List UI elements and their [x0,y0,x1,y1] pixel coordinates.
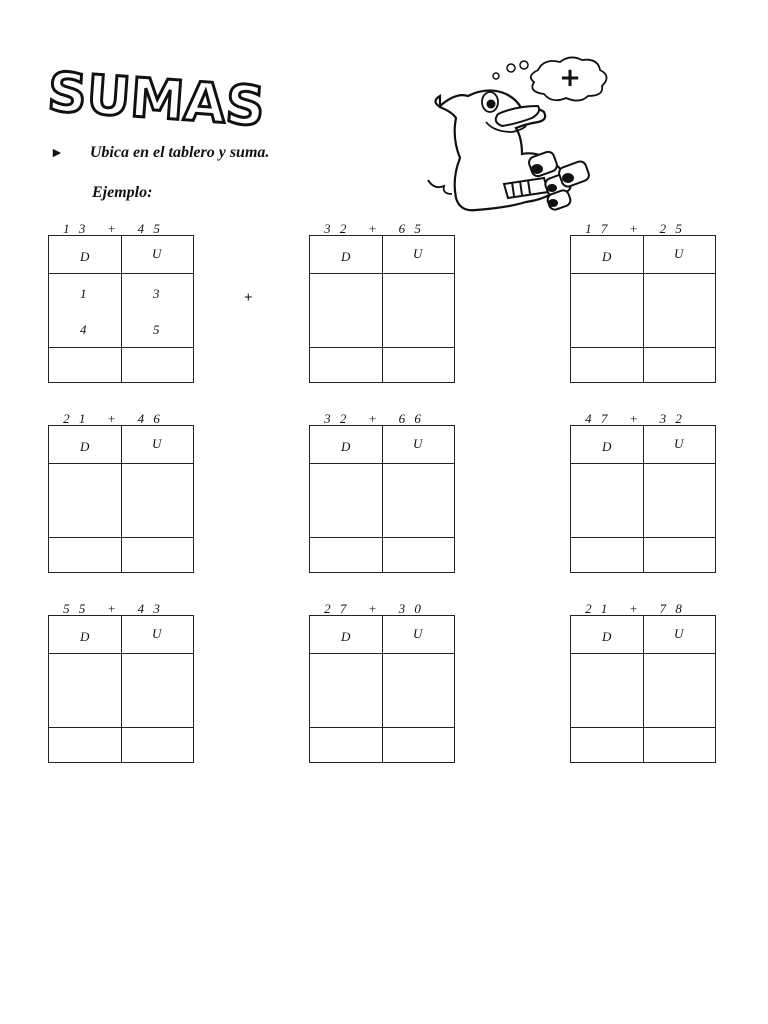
example-digit-u1: 3 [153,286,160,301]
example-digit-d1: 1 [80,286,87,301]
addition-problem: 3 2 + 6 6 [324,411,424,426]
tens-header: D [602,629,612,644]
duck-mascot-illustration [420,56,620,216]
place-value-board [570,425,716,573]
addition-problem: 1 3 + 4 5 [63,221,163,236]
result-divider [571,727,715,728]
column-divider [643,236,644,382]
column-divider [382,426,383,572]
units-header: U [674,626,684,641]
addition-problem: 2 1 + 7 8 [585,601,685,616]
result-divider [49,727,193,728]
column-divider [382,616,383,762]
column-divider [382,236,383,382]
result-divider [49,537,193,538]
worksheet-title [44,52,404,152]
place-value-board [570,235,716,383]
units-header: U [674,436,684,451]
svg-text:SUMAS: SUMAS [45,60,267,139]
cloud-plus-symbol: + [559,63,581,93]
header-divider [49,273,193,274]
result-divider [571,537,715,538]
units-header: U [152,436,162,451]
result-divider [49,347,193,348]
place-value-board [309,425,455,573]
units-header: U [152,246,162,261]
addition-problem: 4 7 + 3 2 [585,411,685,426]
tens-header: D [80,249,90,264]
place-value-board [309,235,455,383]
instruction-line [50,144,269,162]
header-divider [49,653,193,654]
column-divider [121,616,122,762]
units-header: U [152,626,162,641]
example-plus-sign: + [244,290,253,306]
place-value-board [48,235,194,383]
result-divider [310,537,454,538]
header-divider [310,463,454,464]
arrow-bullet-icon: ► [50,146,64,161]
result-divider [310,727,454,728]
column-divider [121,426,122,572]
header-divider [571,273,715,274]
addition-problem: 2 7 + 3 0 [324,601,424,616]
addition-problem: 2 1 + 4 6 [63,411,163,426]
tens-header: D [602,439,612,454]
tens-header: D [80,629,90,644]
result-divider [571,347,715,348]
example-digit-d2: 4 [80,322,87,337]
instruction-text: Ubica en el tablero y suma. [89,144,270,161]
units-header: U [413,626,423,641]
header-divider [310,653,454,654]
column-divider [643,426,644,572]
tens-header: D [341,439,351,454]
addition-problem: 5 5 + 4 3 [63,601,163,616]
place-value-board [570,615,716,763]
place-value-board [48,425,194,573]
tens-header: D [80,439,90,454]
header-divider [571,463,715,464]
column-divider [121,236,122,382]
units-header: U [674,246,684,261]
place-value-board [48,615,194,763]
header-divider [571,653,715,654]
header-divider [49,463,193,464]
tens-header: D [602,249,612,264]
result-divider [310,347,454,348]
units-header: U [413,436,423,451]
addition-problem: 3 2 + 6 5 [324,221,424,236]
header-divider [310,273,454,274]
duck-mascot-icon [420,56,620,216]
column-divider [643,616,644,762]
example-digit-u2: 5 [153,322,160,337]
place-value-board [309,615,455,763]
units-header: U [413,246,423,261]
tens-header: D [341,629,351,644]
tens-header: D [341,249,351,264]
example-label: Ejemplo: [92,184,153,201]
addition-problem: 1 7 + 2 5 [585,221,685,236]
